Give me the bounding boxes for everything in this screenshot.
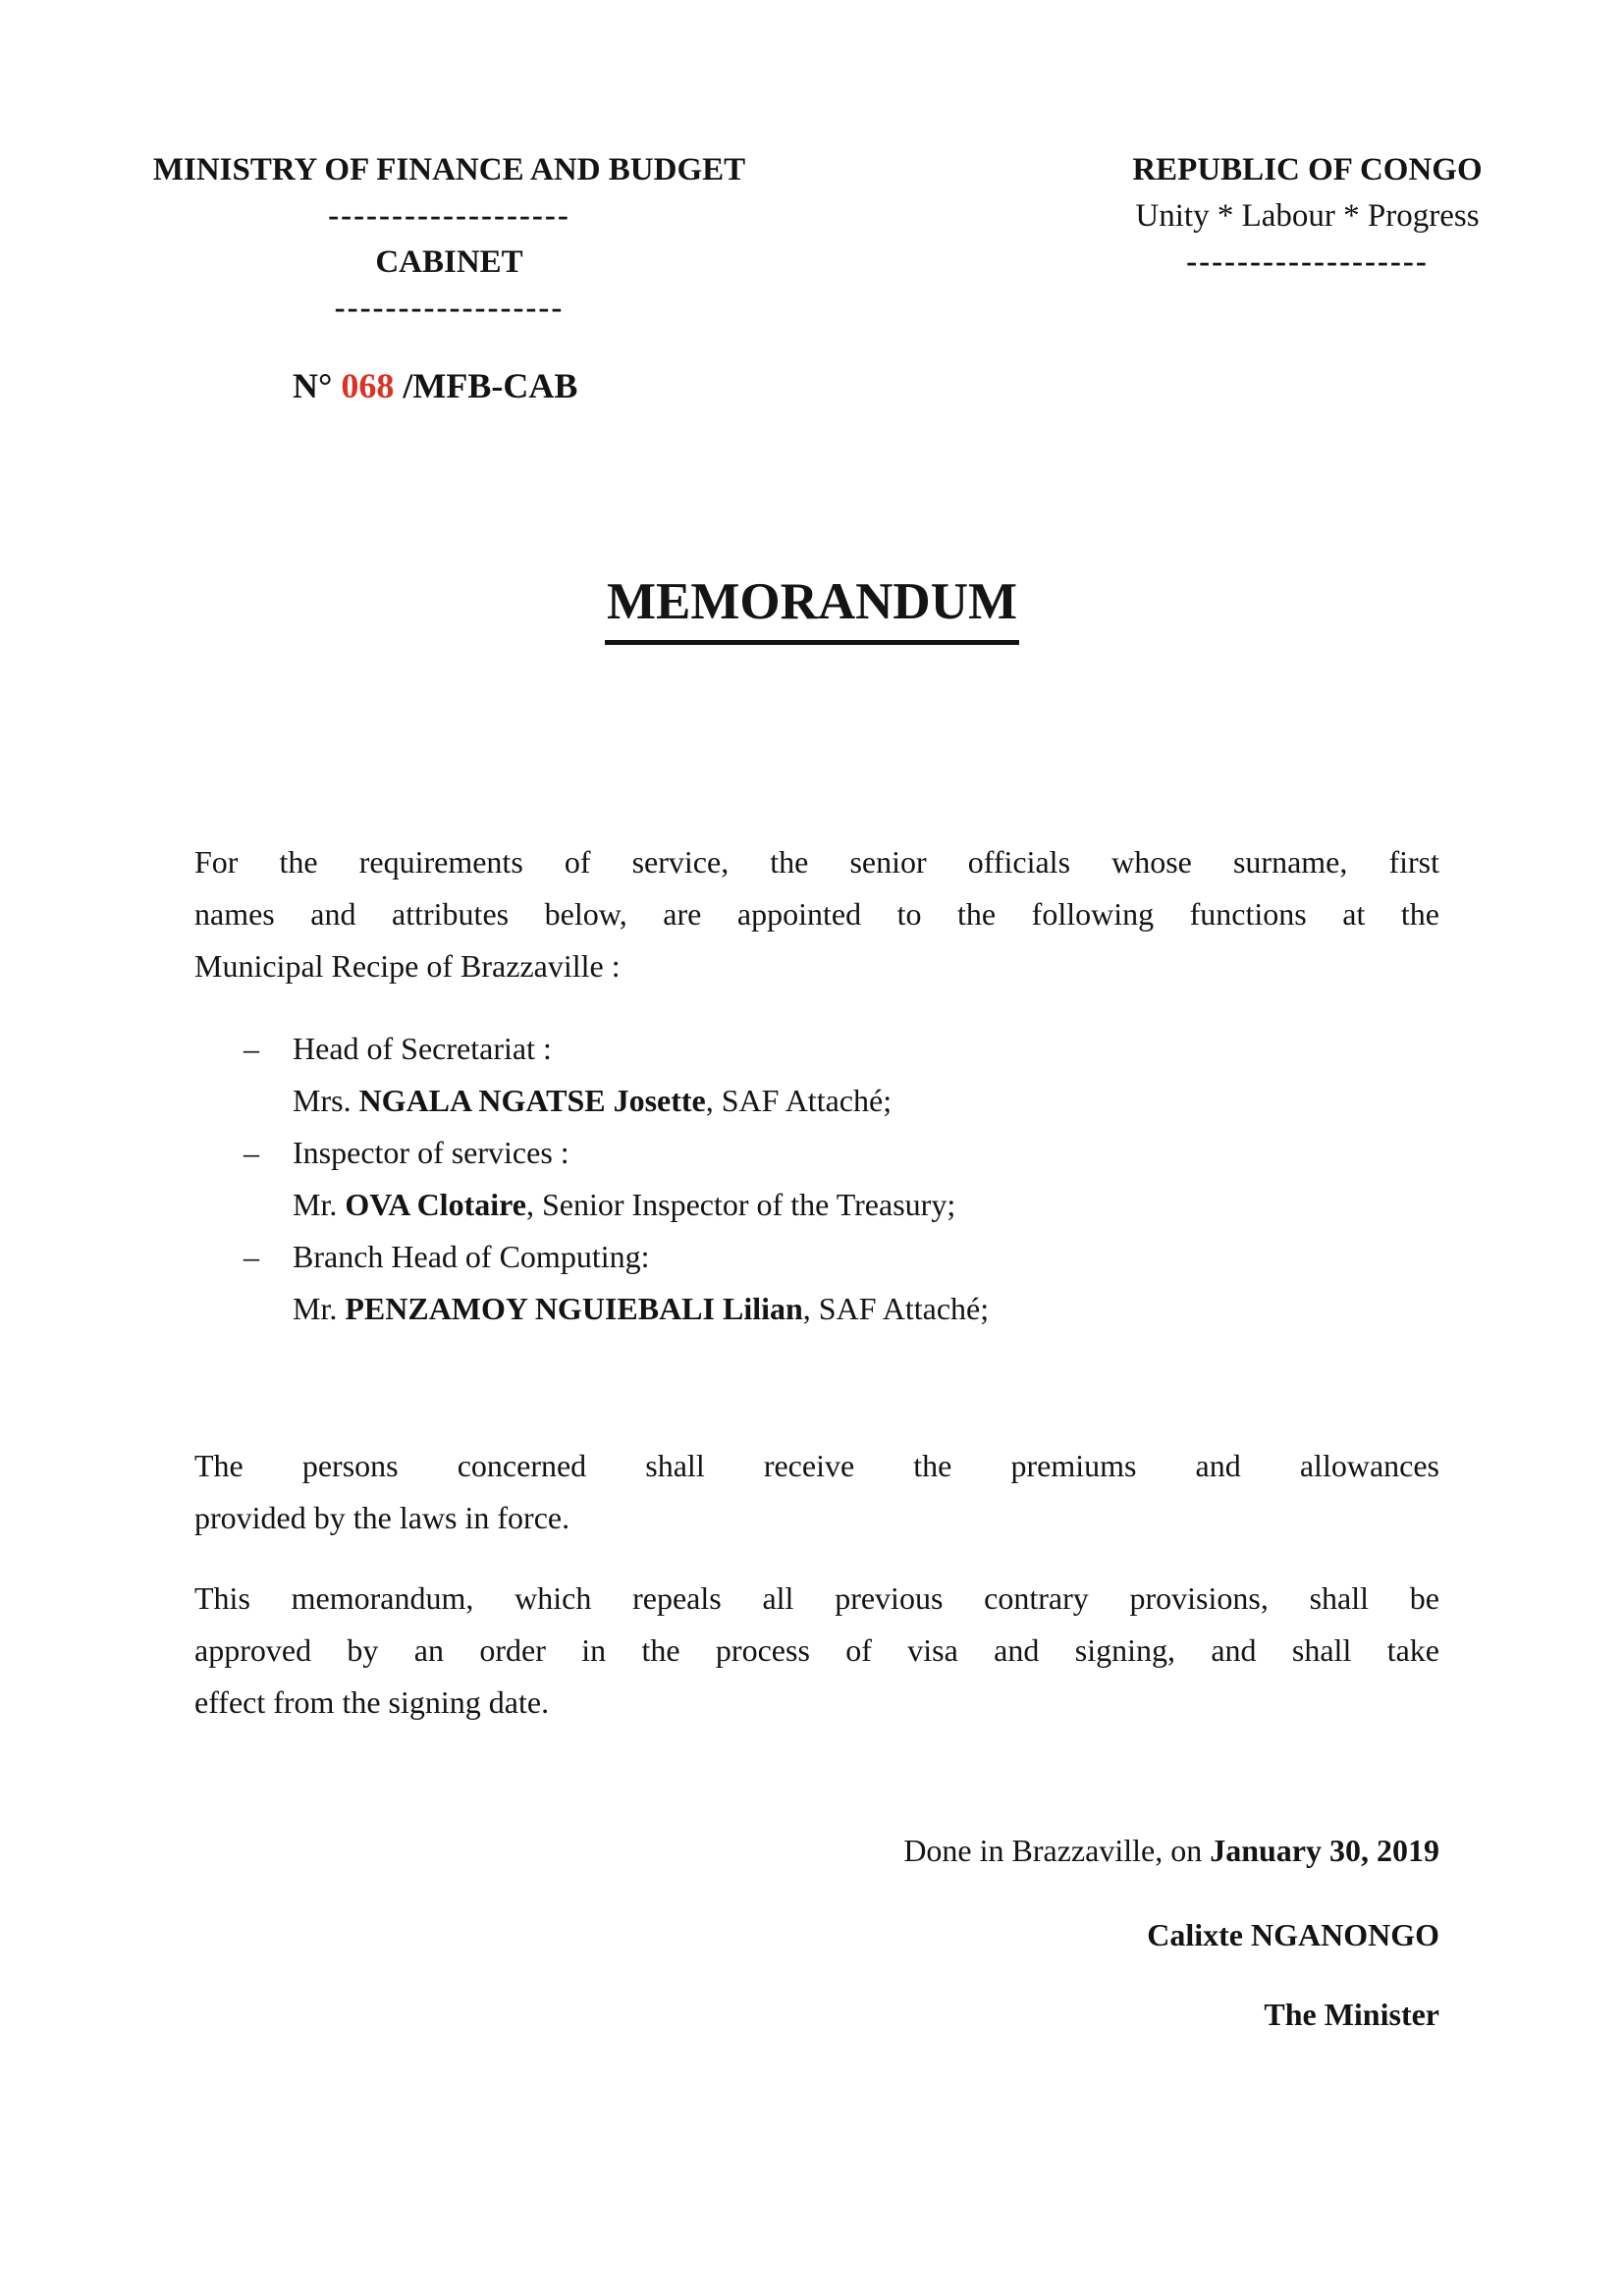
repeal-paragraph <box>194 1573 1439 1729</box>
paragraph-line: This memorandum, which repeals all previous contrary provisions, shall be <box>194 1580 1439 1616</box>
national-motto: Unity * Labour * Progress <box>1135 198 1480 234</box>
person-name: OVA Clotaire <box>345 1187 526 1222</box>
cabinet-label: CABINET <box>375 244 523 280</box>
appointment-person <box>194 1075 1439 1127</box>
appointment-item <box>194 1127 1439 1231</box>
title-row <box>0 565 1624 648</box>
divider-dashes: ------------------ <box>334 291 565 326</box>
ministry-title: MINISTRY OF FINANCE AND BUDGET <box>152 152 746 187</box>
intro-line: names and attributes below, are appointed to the following functions at the <box>194 896 1439 932</box>
bullet-dash: – <box>244 1031 259 1066</box>
divider-dashes: ------------------- <box>1186 244 1429 280</box>
person-detail: , Senior Inspector of the Treasury; <box>525 1187 956 1222</box>
ministry-block <box>128 147 771 332</box>
role-label: Head of Secretariat : <box>293 1031 552 1066</box>
date-line-prefix: Done in Brazzaville, on <box>903 1833 1211 1868</box>
appointments-list <box>194 1023 1439 1335</box>
reference-suffix: /MFB-CAB <box>394 366 578 405</box>
divider-dashes: ------------------- <box>328 198 570 234</box>
person-name: NGALA NGATSE Josette <box>358 1083 706 1118</box>
salutation: Mr. <box>293 1291 346 1326</box>
reference-number <box>293 361 1624 410</box>
reference-digits: 068 <box>341 366 395 405</box>
intro-paragraph <box>194 836 1439 992</box>
bullet-dash: – <box>244 1135 259 1170</box>
date-line <box>194 1825 1439 1877</box>
appointment-role <box>194 1023 1439 1075</box>
paragraph-line: effect from the signing date. <box>194 1684 550 1720</box>
person-name: PENZAMOY NGUIEBALI Lilian <box>345 1291 803 1326</box>
role-label: Branch Head of Computing: <box>293 1239 650 1274</box>
appointment-person <box>194 1179 1439 1231</box>
appointment-person <box>194 1283 1439 1335</box>
document-title: MEMORANDUM <box>605 565 1019 645</box>
republic-block <box>1089 147 1526 332</box>
paragraph-line: approved by an order in the process of visa and signing, and shall take <box>194 1632 1439 1668</box>
paragraph-line: provided by the laws in force. <box>194 1500 570 1535</box>
premiums-paragraph <box>194 1440 1439 1544</box>
salutation: Mrs. <box>293 1083 359 1118</box>
reference-prefix: N° <box>293 366 342 405</box>
person-detail: , SAF Attaché; <box>705 1083 893 1118</box>
role-label: Inspector of services : <box>293 1135 569 1170</box>
appointment-role <box>194 1127 1439 1179</box>
document-body <box>194 836 1439 2041</box>
republic-title: REPUBLIC OF CONGO <box>1132 152 1483 187</box>
date-value: January 30, 2019 <box>1210 1833 1439 1868</box>
appointment-role <box>194 1231 1439 1283</box>
paragraph-line: The persons concerned shall receive the premiums and allowances <box>194 1448 1439 1483</box>
salutation: Mr. <box>293 1187 346 1222</box>
signer-name: Calixte NGANONGO <box>1147 1917 1439 1952</box>
bullet-dash: – <box>244 1239 259 1274</box>
intro-line: Municipal Recipe of Brazzaville : <box>194 948 621 984</box>
document-header <box>0 0 1624 332</box>
appointment-item <box>194 1023 1439 1127</box>
person-detail: , SAF Attaché; <box>802 1291 990 1326</box>
appointment-item <box>194 1231 1439 1335</box>
signer-title: The Minister <box>1264 1997 1439 2032</box>
intro-line: For the requirements of service, the senior officials whose surname, first <box>194 844 1439 880</box>
